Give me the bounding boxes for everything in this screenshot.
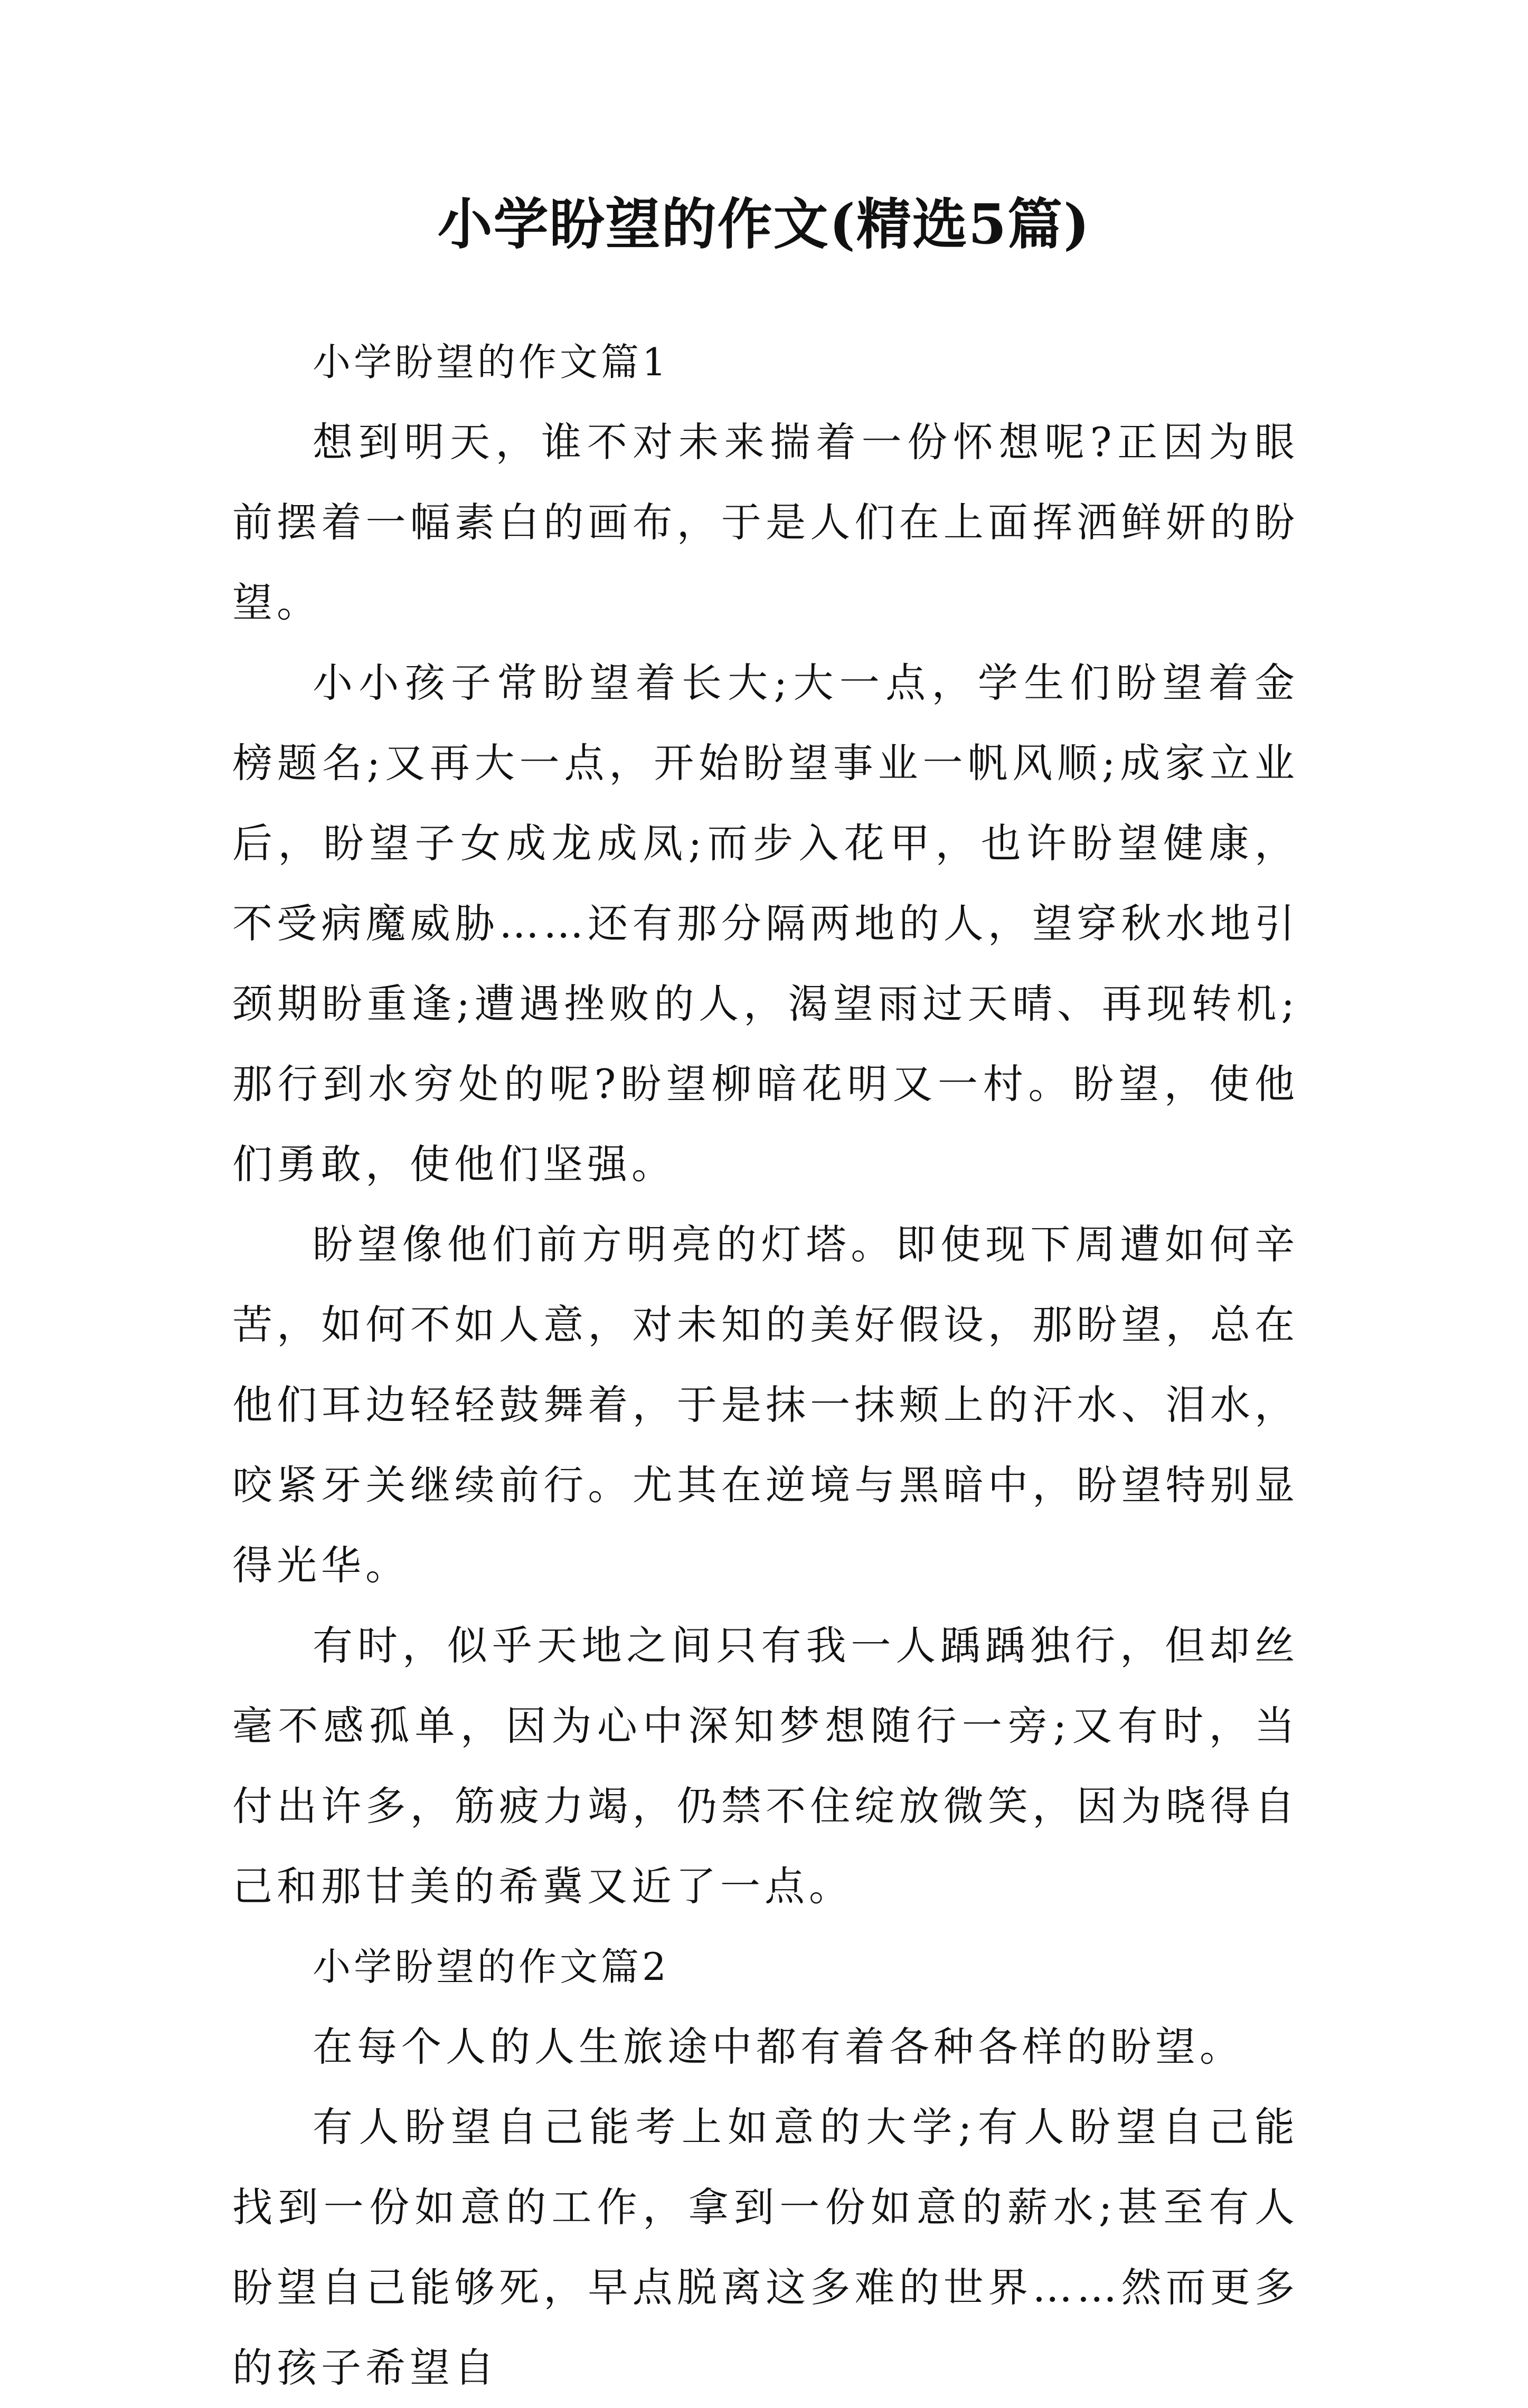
paragraph: 小小孩子常盼望着长大;大一点，学生们盼望着金榜题名;又再大一点，开始盼望事业一帆风顺;成家立业后，盼望子女成龙成凤;而步入花甲，也许盼望健康，不受病魔威胁……还有那分隔两地的人，望穿秋水地引颈期盼重逢;遭遇挫败的人，渴望雨过天晴、再现转机;那行到水穷处的呢?盼望柳暗花明又一村。盼望，使他们勇敢，使他们坚强。 bbox=[232, 659, 1299, 1188]
document-body bbox=[232, 322, 1299, 2408]
paragraph: 有时，似乎天地之间只有我一人踽踽独行，但却丝毫不感孤单，因为心中深知梦想随行一旁;又有时，当付出许多，筋疲力竭，仍禁不住绽放微笑，因为晓得自己和那甘美的希冀又近了一点。 bbox=[232, 1622, 1299, 1910]
paragraph: 在每个人的人生旅途中都有着各种各样的盼望。 bbox=[313, 2023, 1244, 2070]
document-title: 小学盼望的作文(精选5篇) bbox=[437, 192, 1091, 257]
paragraph: 盼望像他们前方明亮的灯塔。即使现下周遭如何辛苦，如何不如人意，对未知的美好假设，那盼望，总在他们耳边轻轻鼓舞着，于是抹一抹颊上的汗水、泪水，咬紧牙关继续前行。尤其在逆境与黑暗中，盼望特别显得光华。 bbox=[232, 1221, 1299, 1589]
section-heading: 小学盼望的作文篇2 bbox=[313, 1945, 669, 1989]
paragraph: 有人盼望自己能考上如意的大学;有人盼望自己能找到一份如意的工作，拿到一份如意的薪水;甚至有人盼望自己能够死，早点脱离这多难的世界……然而更多的孩子希望自 bbox=[232, 2103, 1299, 2391]
paragraph: 想到明天，谁不对未来揣着一份怀想呢?正因为眼前摆着一幅素白的画布，于是人们在上面挥洒鲜妍的盼望。 bbox=[232, 419, 1299, 626]
section-heading: 小学盼望的作文篇1 bbox=[313, 340, 669, 384]
